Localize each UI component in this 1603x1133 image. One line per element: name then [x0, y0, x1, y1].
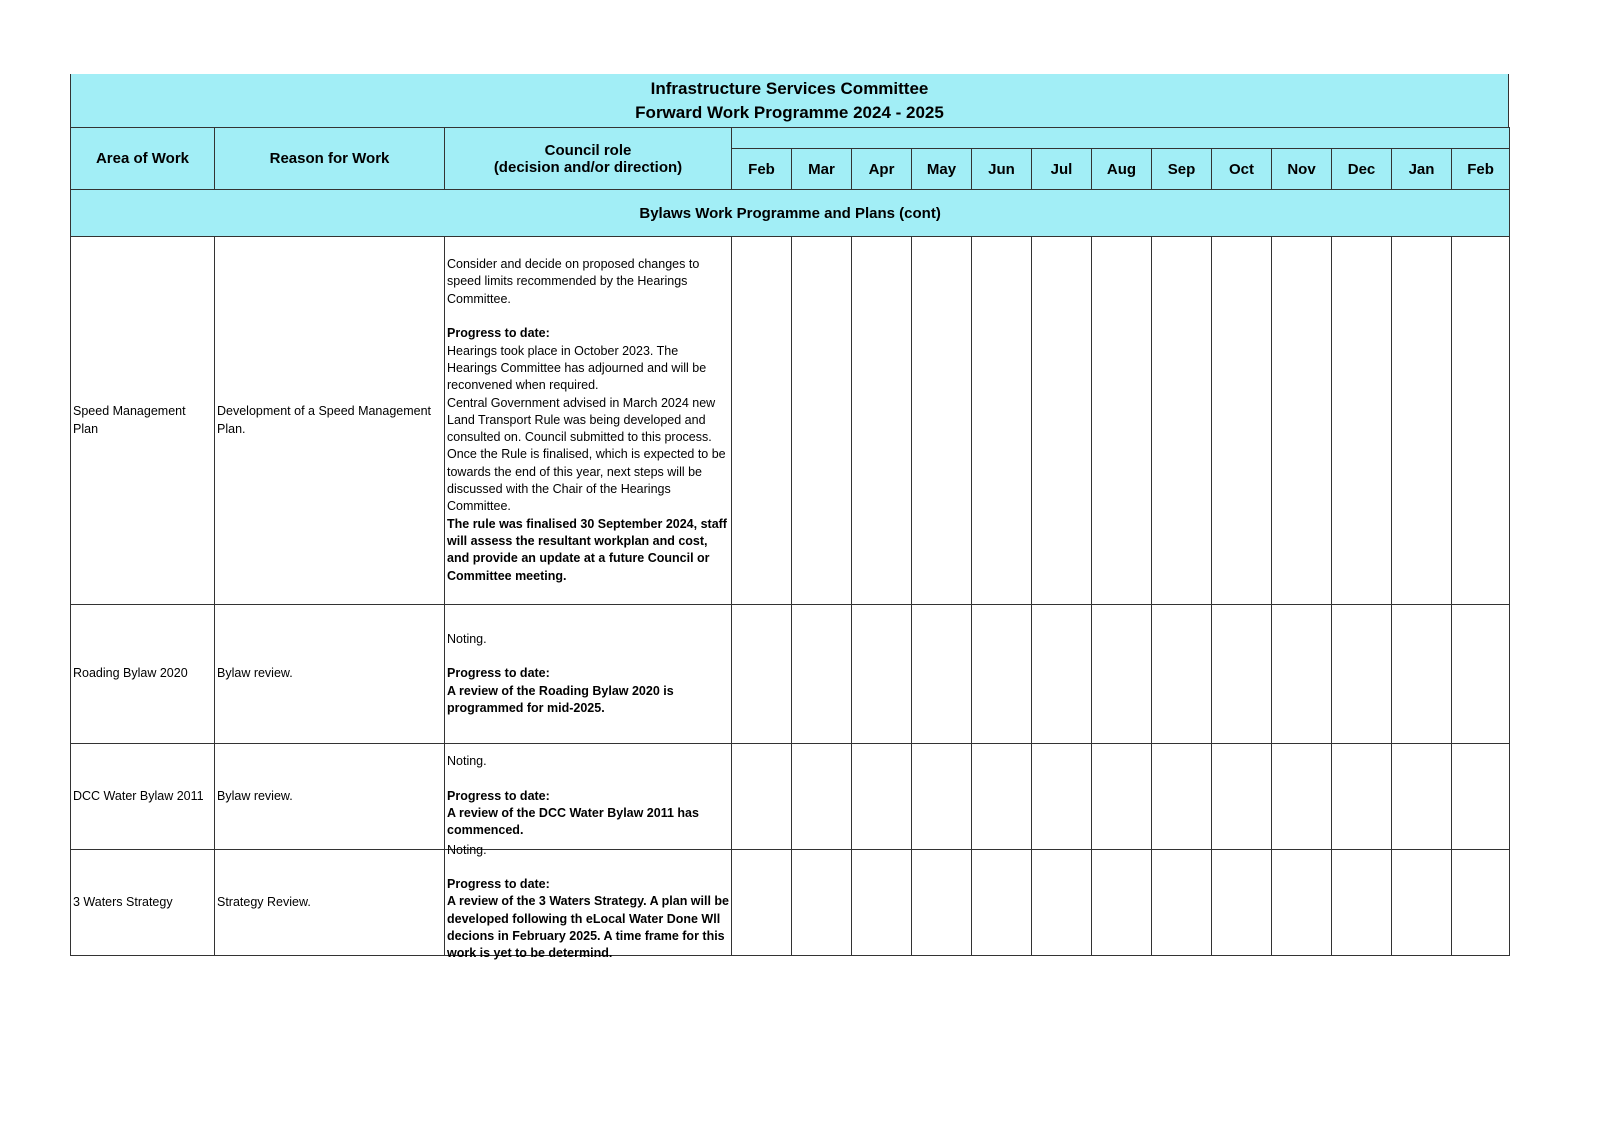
reason-cell: Strategy Review.	[215, 850, 445, 956]
month-cell	[1392, 744, 1452, 850]
month-cell	[1092, 237, 1152, 605]
title-band	[70, 74, 1509, 127]
header-month: Nov	[1272, 149, 1332, 190]
month-cell	[972, 850, 1032, 956]
month-cell	[732, 850, 792, 956]
month-cell	[912, 605, 972, 744]
month-cell	[1392, 605, 1452, 744]
month-cell	[1272, 605, 1332, 744]
progress-update: The rule was finalised 30 September 2024, staff will assess the resultant workplan and cost, and provide an update at a future Council or Committee meeting.	[447, 516, 727, 583]
header-month: Feb	[732, 149, 792, 190]
month-cell	[1092, 744, 1152, 850]
month-cell	[1032, 237, 1092, 605]
month-cell	[1332, 237, 1392, 605]
month-cell	[1152, 237, 1212, 605]
month-cell	[1272, 237, 1332, 605]
month-cell	[852, 605, 912, 744]
area-cell: Roading Bylaw 2020	[71, 605, 215, 744]
month-cell	[1212, 744, 1272, 850]
month-cell	[852, 237, 912, 605]
progress-text: Hearings took place in October 2023. The Hearings Committee has adjourned and will be reconvened when required. Central Government advised in March 2024 new Land Transport Rule was being developed and consulted on. Council submitted to this process. Once the Rule is finalised, which is expected to be towards the end of this year, next steps will be discussed with the Chair of the Hearings Committee.	[447, 343, 726, 514]
reason-cell: Bylaw review.	[215, 744, 445, 850]
header-month: Sep	[1152, 149, 1212, 190]
month-cell	[912, 237, 972, 605]
role-intro: Consider and decide on proposed changes to speed limits recommended by the Hearings Committee.	[447, 257, 700, 306]
header-month: Aug	[1092, 149, 1152, 190]
committee-title: Infrastructure Services Committee	[650, 79, 929, 98]
month-cell	[1032, 744, 1092, 850]
month-cell	[1212, 850, 1272, 956]
month-cell	[1152, 744, 1212, 850]
header-council-role	[445, 128, 732, 190]
month-cell	[732, 744, 792, 850]
council-role-cell	[445, 842, 732, 961]
programme-table	[70, 127, 1510, 961]
programme-title: Forward Work Programme 2024 - 2025	[635, 103, 944, 122]
role-intro: Noting.	[447, 754, 487, 769]
month-cell	[852, 850, 912, 956]
month-cell	[1152, 850, 1212, 956]
month-cell	[972, 237, 1032, 605]
table-row	[71, 744, 1510, 850]
header-council-role-line2: (decision and/or direction)	[493, 158, 683, 176]
month-cell	[1332, 744, 1392, 850]
header-reason: Reason for Work	[215, 128, 445, 190]
month-cell	[1452, 850, 1510, 956]
month-cell	[1272, 744, 1332, 850]
table-row	[71, 850, 1510, 956]
header-month: Jan	[1392, 149, 1452, 190]
progress-update: A review of the 3 Waters Strategy. A plan will be developed following th eLocal Water Done Wll decions in February 2025. A time frame for this work is yet to be determind.	[447, 894, 730, 961]
progress-update: A review of the Roading Bylaw 2020 is programmed for mid-2025.	[447, 683, 674, 715]
council-role-cell	[445, 605, 732, 744]
header-month: May	[912, 149, 972, 190]
month-cell	[792, 605, 852, 744]
progress-update: A review of the DCC Water Bylaw 2011 has commenced.	[447, 806, 699, 838]
table-row	[71, 237, 1510, 605]
progress-label: Progress to date:	[447, 326, 550, 341]
header-month: Jul	[1032, 149, 1092, 190]
reason-cell: Development of a Speed Management Plan.	[215, 237, 445, 605]
month-cell	[1332, 850, 1392, 956]
month-cell	[732, 605, 792, 744]
month-cell	[1092, 605, 1152, 744]
header-month: Apr	[852, 149, 912, 190]
role-intro: Noting.	[447, 842, 487, 857]
progress-label: Progress to date:	[447, 666, 550, 681]
month-cell	[1392, 237, 1452, 605]
month-cell	[912, 744, 972, 850]
table-row	[71, 605, 1510, 744]
month-cell	[912, 850, 972, 956]
work-programme-sheet	[70, 74, 1509, 961]
month-cell	[1212, 237, 1272, 605]
month-cell	[972, 744, 1032, 850]
council-role-cell	[445, 744, 732, 850]
month-cell	[1452, 605, 1510, 744]
month-cell	[1212, 605, 1272, 744]
area-cell: DCC Water Bylaw 2011	[71, 744, 215, 850]
header-council-role-line1: Council role	[544, 141, 632, 159]
council-role-cell	[445, 237, 732, 605]
header-month: Mar	[792, 149, 852, 190]
header-area: Area of Work	[71, 128, 215, 190]
month-cell	[1452, 744, 1510, 850]
month-cell	[1332, 605, 1392, 744]
reason-cell: Bylaw review.	[215, 605, 445, 744]
area-cell: Speed Management Plan	[71, 237, 215, 605]
header-month: Dec	[1332, 149, 1392, 190]
month-cell	[1032, 850, 1092, 956]
section-heading: Bylaws Work Programme and Plans (cont)	[71, 190, 1510, 237]
month-cell	[1272, 850, 1332, 956]
progress-label: Progress to date:	[447, 788, 550, 803]
month-cell	[852, 744, 912, 850]
month-cell	[1152, 605, 1212, 744]
month-cell	[972, 605, 1032, 744]
role-intro: Noting.	[447, 631, 487, 646]
progress-label: Progress to date:	[447, 877, 550, 892]
month-cell	[1092, 850, 1152, 956]
month-cell	[1032, 605, 1092, 744]
month-cell	[792, 744, 852, 850]
month-cell	[1452, 237, 1510, 605]
header-month: Feb	[1452, 149, 1510, 190]
area-cell: 3 Waters Strategy	[71, 850, 215, 956]
month-cell	[732, 237, 792, 605]
month-cell	[1392, 850, 1452, 956]
header-month: Oct	[1212, 149, 1272, 190]
month-cell	[792, 850, 852, 956]
header-month: Jun	[972, 149, 1032, 190]
header-months-band	[732, 128, 1510, 149]
month-cell	[792, 237, 852, 605]
